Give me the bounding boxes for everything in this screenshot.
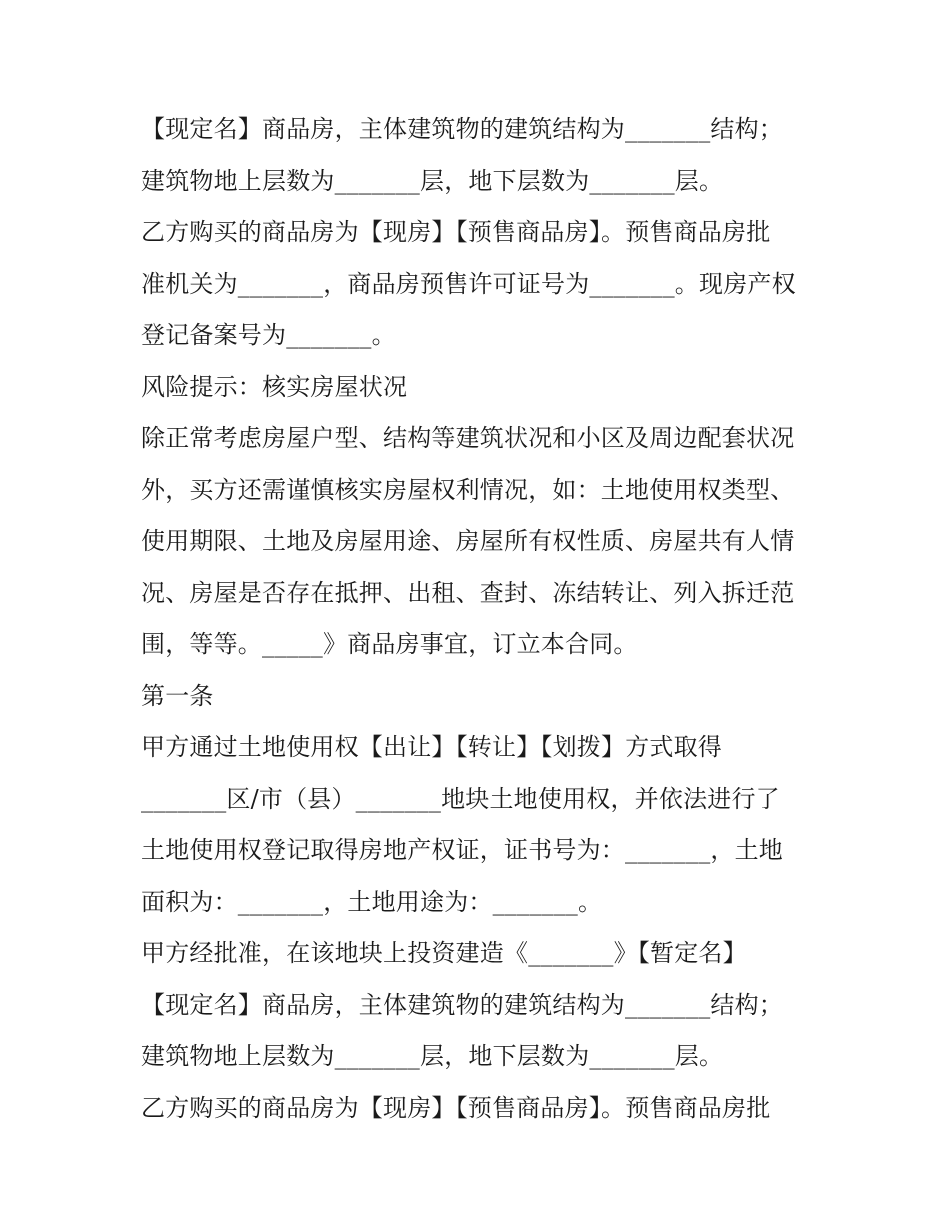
text-line: 甲方通过土地使用权【出让】【转让】【划拨】方式取得 <box>141 733 722 761</box>
text-line: 登记备案号为_______。 <box>141 321 396 349</box>
text-line: 土地使用权登记取得房地产权证，证书号为：_______，土地 <box>141 836 783 864</box>
text-line: 面积为：_______，土地用途为：_______。 <box>141 887 603 916</box>
text-line: 准机关为_______，商品房预售许可证号为_______。现房产权 <box>141 269 796 298</box>
text-line: 外，买方还需谨慎核实房屋权利情况，如：土地使用权类型、 <box>141 475 795 504</box>
text-line: _______区/市（县）_______地块土地使用权，并依法进行了 <box>141 784 780 813</box>
text-line: 建筑物地上层数为_______层，地下层数为_______层。 <box>141 166 724 195</box>
text-line: 围，等等。_____》商品房事宜，订立本合同。 <box>141 630 638 658</box>
document-body <box>141 104 821 1134</box>
text-line: 乙方购买的商品房为【现房】【预售商品房】。预售商品房批 <box>141 218 771 246</box>
text-line: 【现定名】商品房，主体建筑物的建筑结构为_______结构； <box>141 115 783 143</box>
section-heading: 风险提示：核实房屋状况 <box>141 372 408 401</box>
text-line: 建筑物地上层数为_______层，地下层数为_______层。 <box>141 1042 724 1070</box>
text-line: 使用期限、土地及房屋用途、房屋所有权性质、房屋共有人情 <box>141 527 795 555</box>
text-line: 甲方经批准，在该地块上投资建造《_______》【暂定名】 <box>141 939 747 967</box>
text-line: 除正常考虑房屋户型、结构等建筑状况和小区及周边配套状况 <box>141 424 795 452</box>
article-heading: 第一条 <box>141 681 214 710</box>
text-line: 【现定名】商品房，主体建筑物的建筑结构为_______结构； <box>141 990 783 1019</box>
text-line: 况、房屋是否存在抵押、出租、查封、冻结转让、列入拆迁范 <box>141 578 795 607</box>
text-line: 乙方购买的商品房为【现房】【预售商品房】。预售商品房批 <box>141 1093 771 1122</box>
